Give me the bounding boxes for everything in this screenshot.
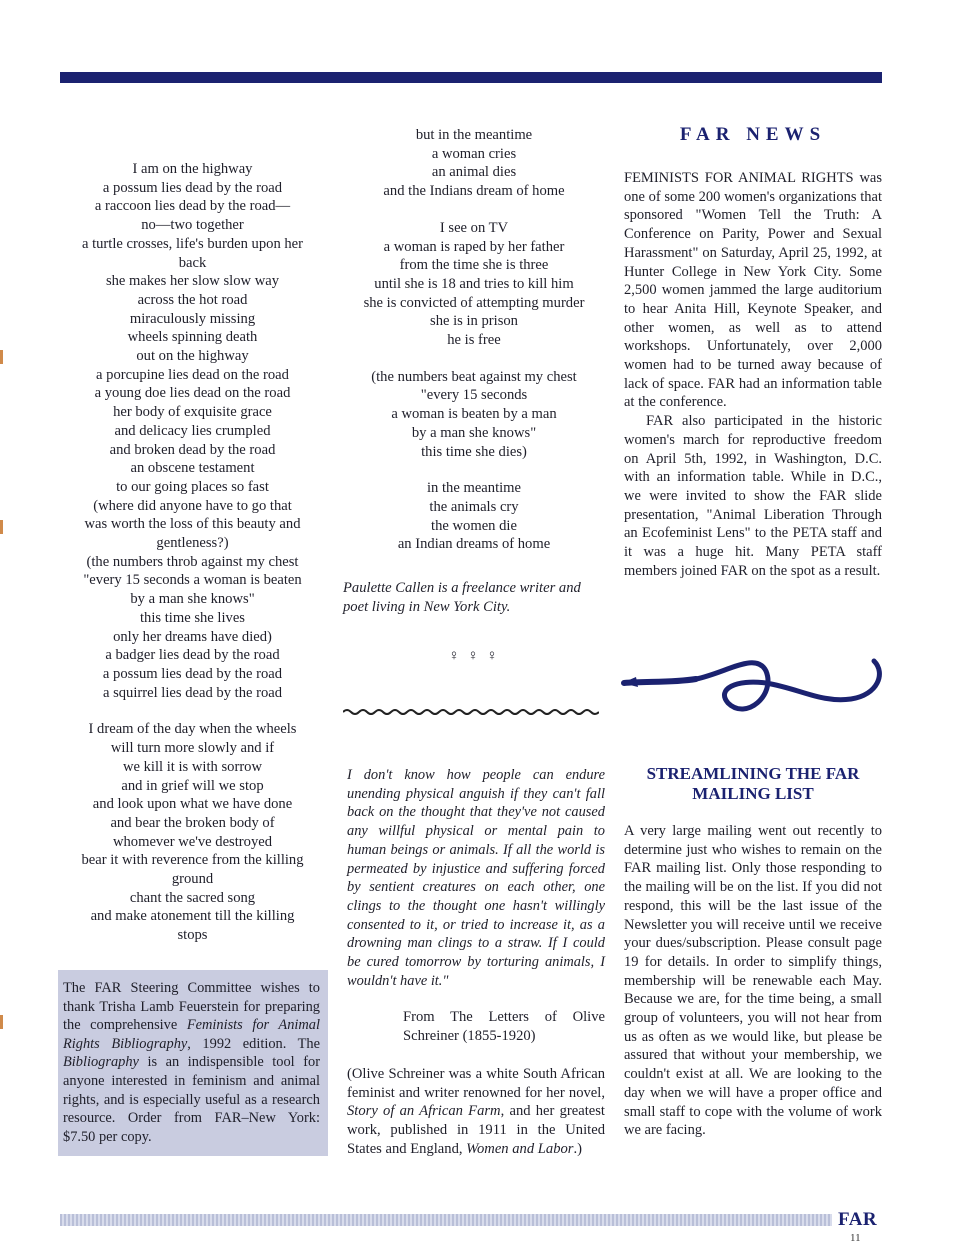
novel-title: Story of an African Farm — [347, 1103, 501, 1120]
poem-stanza — [60, 720, 325, 944]
bibliography-word: Bibliography — [63, 1054, 139, 1071]
schreiner-quote: I don't know how people can endure unending physical anguish if they can't fall back on the thought that they've not caused any willful physical or mental pain to human beings or animals. If all the world is permeated by injustice and suffering forced by sentient creatures on each other, one clings to the thought one hasn't willingly consented to it, or tried to increase it, as a drowning man clings to a straw. If I could be cured tomorrow by torturing animals, I wouldn't have it." — [347, 767, 605, 989]
poem-line: I am on the highway — [132, 161, 253, 177]
quote-source: From The Letters of Olive Schreiner (1855-1920) — [403, 1009, 605, 1044]
poem-line: an animal dies — [431, 164, 517, 181]
poem-line: a raccoon lies dead by the road— — [94, 198, 291, 215]
far-news-body — [624, 169, 882, 580]
poem-line: a turtle crosses, life's burden upon her — [81, 235, 304, 252]
mailing-list-heading: STREAMLINING THE FAR MAILING LIST — [646, 764, 860, 803]
poem-line: in the meantime — [426, 480, 522, 497]
thanks-box — [58, 970, 328, 1156]
news-lead: FEMINISTS FOR ANIMAL RIGHTS — [624, 170, 854, 186]
venus-symbols-separator: ♀ ♀ ♀ — [448, 648, 500, 664]
poem-stanza — [340, 126, 608, 201]
poem-line: to our going places so fast — [116, 478, 269, 495]
poem-line: from the time she is three — [399, 257, 549, 274]
poem-stanza — [340, 479, 608, 554]
poem-line: a woman cries — [431, 145, 517, 162]
poem-stanza — [60, 160, 325, 702]
poem-line: the animals cry — [429, 498, 519, 515]
poem-line: and bear the broken body of — [110, 814, 275, 831]
poem-line: "every 15 seconds — [420, 387, 528, 404]
poem-line: stops — [177, 927, 208, 944]
poem-line: and in grief will we stop — [121, 777, 264, 794]
poem-line: a squirrel lies dead by the road — [102, 684, 283, 701]
poem-line: (the numbers beat against my chest — [371, 368, 577, 385]
poem-line: (where did anyone have to go that — [93, 497, 292, 514]
bibliography-title: Feminists for Animal Rights Bibliography — [63, 1017, 320, 1052]
poem-line: this time she dies) — [421, 443, 527, 460]
poem-line: no—two together — [141, 217, 244, 234]
poem-line: and make atonement till the killing — [90, 908, 295, 925]
mailing-list-body: A very large mailing went out recently to determine just who wishes to remain on the FAR mailing list. Only those responding to the mailing will be on the list. If you did not respond, this will be the last issue of the Newsletter you will receive until we receive your dues/subscription. Please consult page 19 for details. In order to simplify things, membership will be renewable each May. Because we are, for the time being, a small group of volunteers, you will not hear from us as often as we would like, but please be assured that without your membership, we couldn't exist at all. We are looking to the day when we will have a proper office and small staff to cope with the volume of work we are facing. — [624, 823, 882, 1139]
poem-line: her body of exquisite grace — [113, 404, 272, 421]
poem-line: an Indian dreams of home — [397, 536, 551, 553]
bottom-rule — [60, 1214, 832, 1226]
top-rule — [60, 72, 882, 83]
poem-part-two — [340, 126, 608, 572]
poem-line: a woman is raped by her father — [383, 238, 565, 255]
poem-line: she is convicted of attempting murder — [363, 294, 585, 311]
note-text: (Olive Schreiner was a white South African feminist and writer renowned for her novel, — [347, 1066, 605, 1101]
far-news-heading: FAR NEWS — [679, 124, 827, 145]
poem-line: the women die — [431, 517, 517, 534]
work-title: Women and Labor — [466, 1140, 574, 1157]
poem-stanza — [340, 219, 608, 350]
poem-line: I dream of the day when the wheels — [88, 721, 297, 738]
poem-line: a possum lies dead by the road — [102, 665, 283, 682]
poem-line: a young doe lies dead on the road — [94, 385, 291, 402]
poem-line: and broken dead by the road — [109, 441, 276, 458]
thanks-text: The FAR Steering Committee wishes to thank Trisha Lamb Feuerstein for preparing the comprehensive — [63, 980, 320, 1034]
poem-line: chant the sacred song — [129, 889, 256, 906]
poem-line: gentleness?) — [156, 535, 229, 552]
poem-line: ground — [171, 871, 214, 888]
poem-line: will turn more slowly and if — [110, 740, 275, 757]
poem-line: she is in prison — [430, 313, 518, 330]
poem-line: across the hot road — [137, 291, 248, 308]
poem-line: but in the meantime — [415, 127, 533, 143]
schreiner-note — [347, 1065, 605, 1159]
poem-line: a woman is beaten by a man — [391, 406, 557, 423]
snake-illustration — [616, 643, 888, 725]
poem-line: she makes her slow slow way — [105, 273, 280, 290]
poem-line: and look upon what we have done — [92, 796, 293, 813]
page-number: 11 — [850, 1232, 861, 1244]
poem-line: whomever we've destroyed — [112, 833, 273, 850]
poem-part-one — [60, 160, 325, 963]
poem-line: bear it with reverence from the killing — [81, 852, 304, 869]
author-bio: Paulette Callen is a freelance writer and poet living in New York City. — [343, 580, 581, 615]
poem-line: a possum lies dead by the road — [102, 179, 283, 196]
poem-line: I see on TV — [439, 219, 509, 236]
poem-stanza — [340, 368, 608, 462]
poem-line: "every 15 seconds a woman is beaten — [83, 572, 302, 589]
thanks-text: is an indispensible tool for anyone interested in feminism and animal rights, and is especially useful as a research resource. Order from FAR–New York: $7.50 per copy. — [63, 1054, 320, 1145]
thanks-text: , 1992 edition. The — [187, 1035, 320, 1052]
poem-line: miraculously missing — [129, 310, 256, 327]
news-paragraph — [624, 169, 882, 412]
scan-mark — [0, 520, 3, 534]
poem-line: we kill it is with sorrow — [122, 758, 263, 775]
note-text: , and her greatest work, published in 1911 in the United States and England, — [347, 1103, 605, 1157]
poem-line: this time she lives — [140, 609, 245, 626]
poem-line: back — [178, 254, 207, 271]
scan-mark — [0, 1015, 3, 1029]
poem-line: a badger lies dead by the road — [105, 647, 280, 664]
poem-line: by a man she knows" — [130, 591, 255, 608]
poem-line: out on the highway — [136, 348, 249, 365]
wavy-divider — [343, 708, 599, 716]
poem-line: (the numbers throb against my chest — [86, 553, 299, 570]
footer-brand: FAR — [838, 1209, 878, 1230]
scan-mark — [0, 350, 3, 364]
poem-line: an obscene testament — [130, 460, 255, 477]
poem-line: by a man she knows" — [411, 424, 537, 441]
poem-line: wheels spinning death — [127, 329, 258, 346]
poem-line: until she is 18 and tries to kill him — [374, 275, 574, 292]
news-text: was one of some 200 women's organizations that sponsored "Women Tell the Truth: A Conference on Parity, Power and Sexual Harassment" on Saturday, April 25, 1992, at Hunter College in New York City. Some 2,500 women jammed the large auditorium to hear Anita Hill, Keynote Speaker, and other women, as well as to attend workshops. Unfortunately, over 2,000 women had to be turned away because of lack of space. FAR had an information table at the conference. — [624, 170, 882, 411]
news-paragraph: FAR also participated in the historic women's march for reproductive freedom on April 5th, 1992, in Washington, D.C. with an information table. While in D.C., we were invited to show the FAR slide presentation, "Animal Liberation Through an Ecofeminist Lens" to the PETA staff and it was a huge hit. Many PETA staff members joined FAR on the spot as a result. — [624, 413, 882, 579]
poem-line: a porcupine lies dead on the road — [96, 366, 289, 383]
poem-line: was worth the loss of this beauty and — [84, 516, 301, 533]
poem-line: only her dreams have died) — [113, 628, 272, 645]
poem-line: he is free — [447, 332, 501, 349]
note-text: .) — [573, 1140, 582, 1157]
poem-line: and delicacy lies crumpled — [114, 422, 271, 439]
poem-line: and the Indians dream of home — [383, 183, 565, 200]
